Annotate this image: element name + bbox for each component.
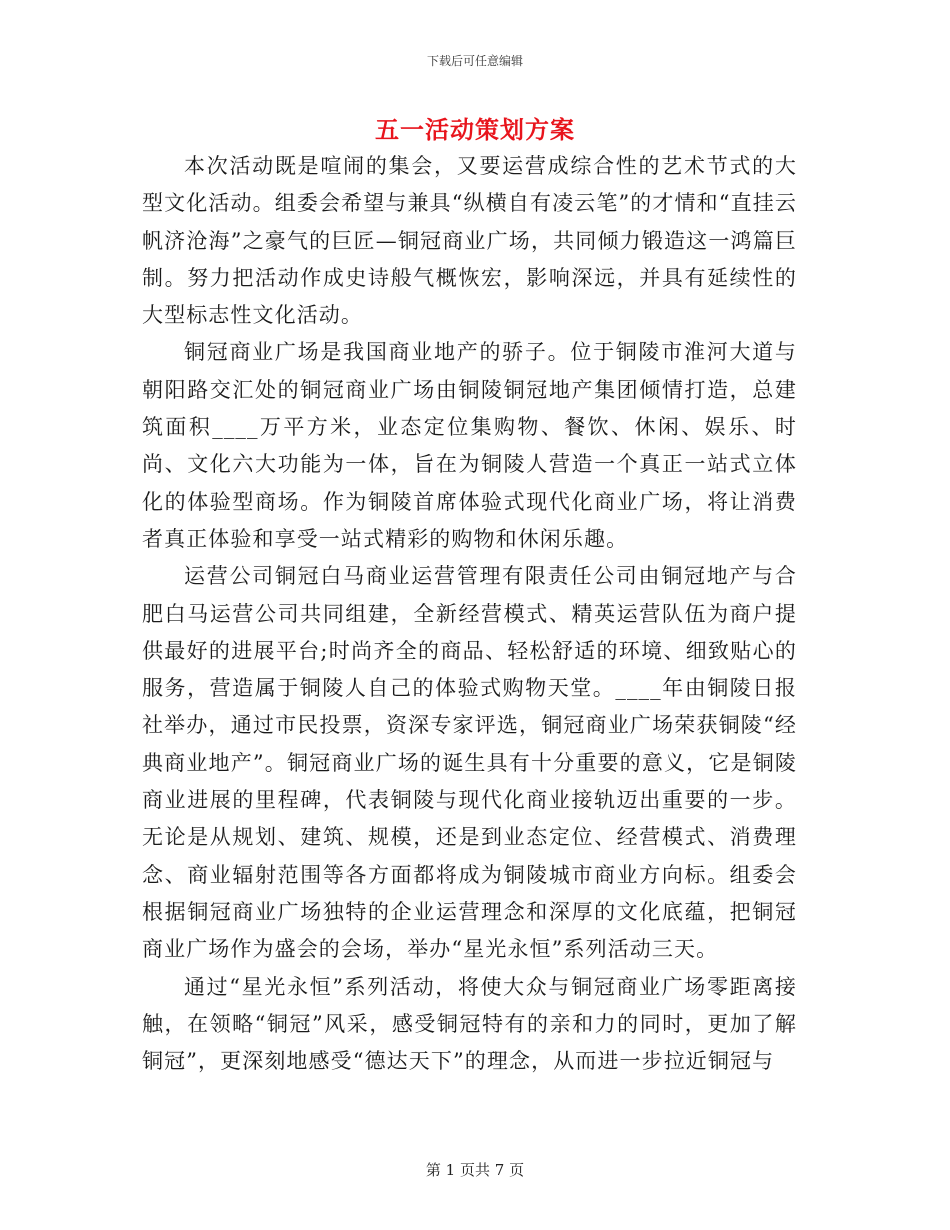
- header-note: 下载后可任意编辑: [426, 54, 523, 68]
- paragraph-4: 通过“星光永恒”系列活动，将使大众与铜冠商业广场零距离接触，在领略“铜冠”风采，感受铜冠特有的亲和力的同时，更加了解铜冠”，更深刻地感受“德达天下”的理念，从而进一步拉近铜冠与: [142, 974, 797, 1074]
- paragraph-3: 运营公司铜冠白马商业运营管理有限责任公司由铜冠地产与合肥白马运营公司共同组建，全新经营模式、精英运营队伍为商户提供最好的进展平台;时尚齐全的商品、轻松舒适的环境、细致贴心的服务，营造属于铜陵人自己的体验式购物天堂。____年由铜陵日报社举办，通过市民投票，资深专家评选，铜冠商业广场荣获铜陵“经典商业地产”。铜冠商业广场的诞生具有十分重要的意义，它是铜陵商业进展的里程碑，代表铜陵与现代化商业接轨迈出重要的一步。无论是从规划、建筑、规模，还是到业态定位、经营模式、消费理念、商业辐射范围等各方面都将成为铜陵城市商业方向标。组委会根据铜冠商业广场独特的企业运营理念和深厚的文化底蕴，把铜冠商业广场作为盛会的会场，举办“星光永恒”系列活动三天。: [142, 564, 797, 962]
- paragraph-1: 本次活动既是喧闹的集会，又要运营成综合性的艺术节式的大型文化活动。组委会希望与兼具“纵横自有凌云笔”的才情和“直挂云帆济沧海”之豪气的巨匠—铜冠商业广场，共同倾力锻造这一鸿篇巨制。努力把活动作成史诗般气概恢宏，影响深远，并具有延续性的大型标志性文化活动。: [142, 154, 797, 328]
- document-body: [142, 148, 797, 1080]
- page-number: 第 1 页共 7 页: [425, 1161, 525, 1179]
- paragraph-2: 铜冠商业广场是我国商业地产的骄子。位于铜陵市淮河大道与朝阳路交汇处的铜冠商业广场由铜陵铜冠地产集团倾情打造，总建筑面积____万平方米，业态定位集购物、餐饮、休闲、娱乐、时尚、文化六大功能为一体，旨在为铜陵人营造一个真正一站式立体化的体验型商场。作为铜陵首席体验式现代化商业广场，将让消费者真正体验和享受一站式精彩的购物和休闲乐趣。: [142, 340, 797, 551]
- page-title: 五一活动策划方案: [375, 116, 575, 144]
